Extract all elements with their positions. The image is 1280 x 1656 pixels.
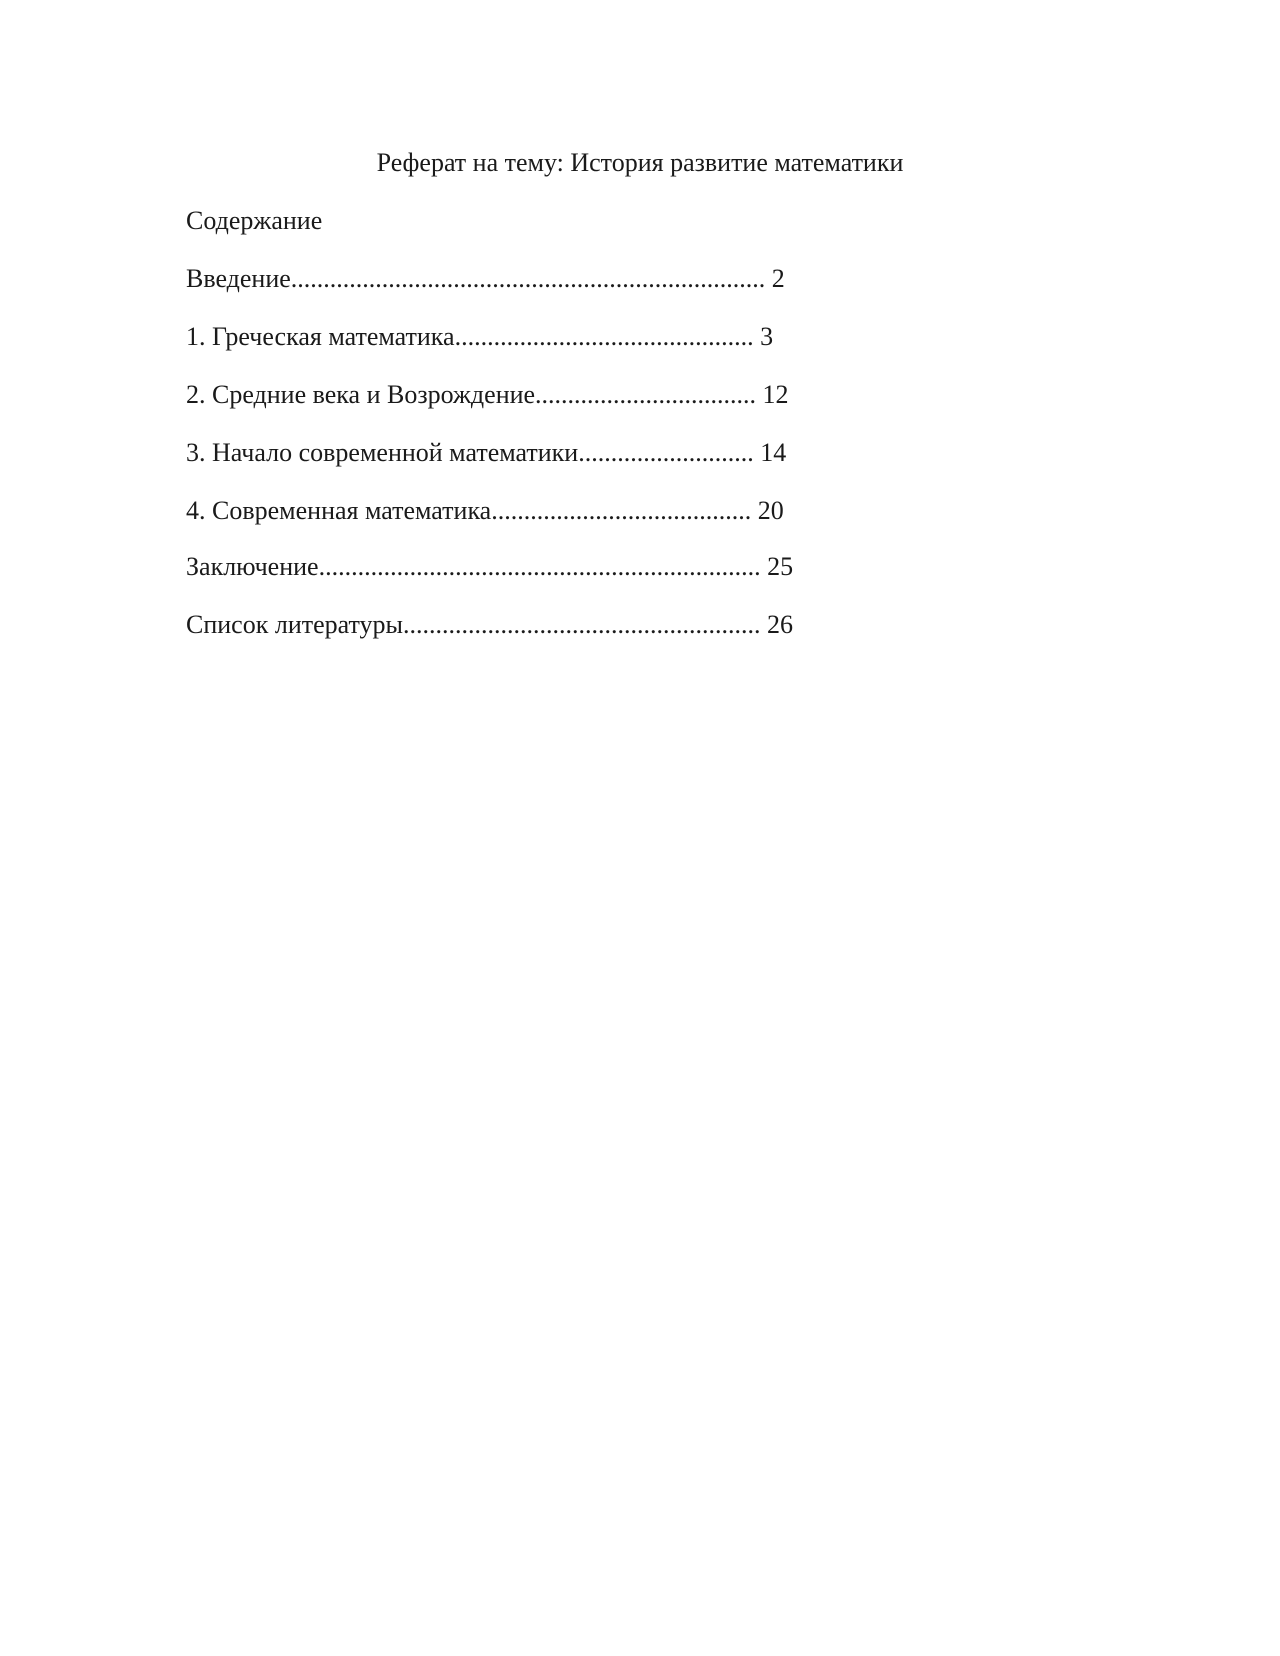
toc-entry-beginning-modern-mathematics: 3. Начало современной математики........................... 14 — [186, 438, 787, 467]
table-of-contents — [186, 262, 793, 666]
toc-entry-introduction: Введение......................................................................... 2 — [186, 264, 785, 293]
toc-heading: Содержание — [186, 206, 323, 235]
toc-entry-middle-ages-renaissance: 2. Средние века и Возрождение.................................. 12 — [186, 380, 789, 409]
toc-entry-greek-mathematics: 1. Греческая математика.............................................. 3 — [186, 322, 774, 351]
document-title: Реферат на тему: История развитие математики — [376, 148, 904, 177]
toc-entry-contemporary-mathematics: 4. Современная математика........................................ 20 — [186, 496, 784, 525]
toc-entry-bibliography: Список литературы....................................................... 26 — [186, 610, 793, 639]
toc-entry-conclusion: Заключение.................................................................... 25 — [186, 552, 794, 581]
